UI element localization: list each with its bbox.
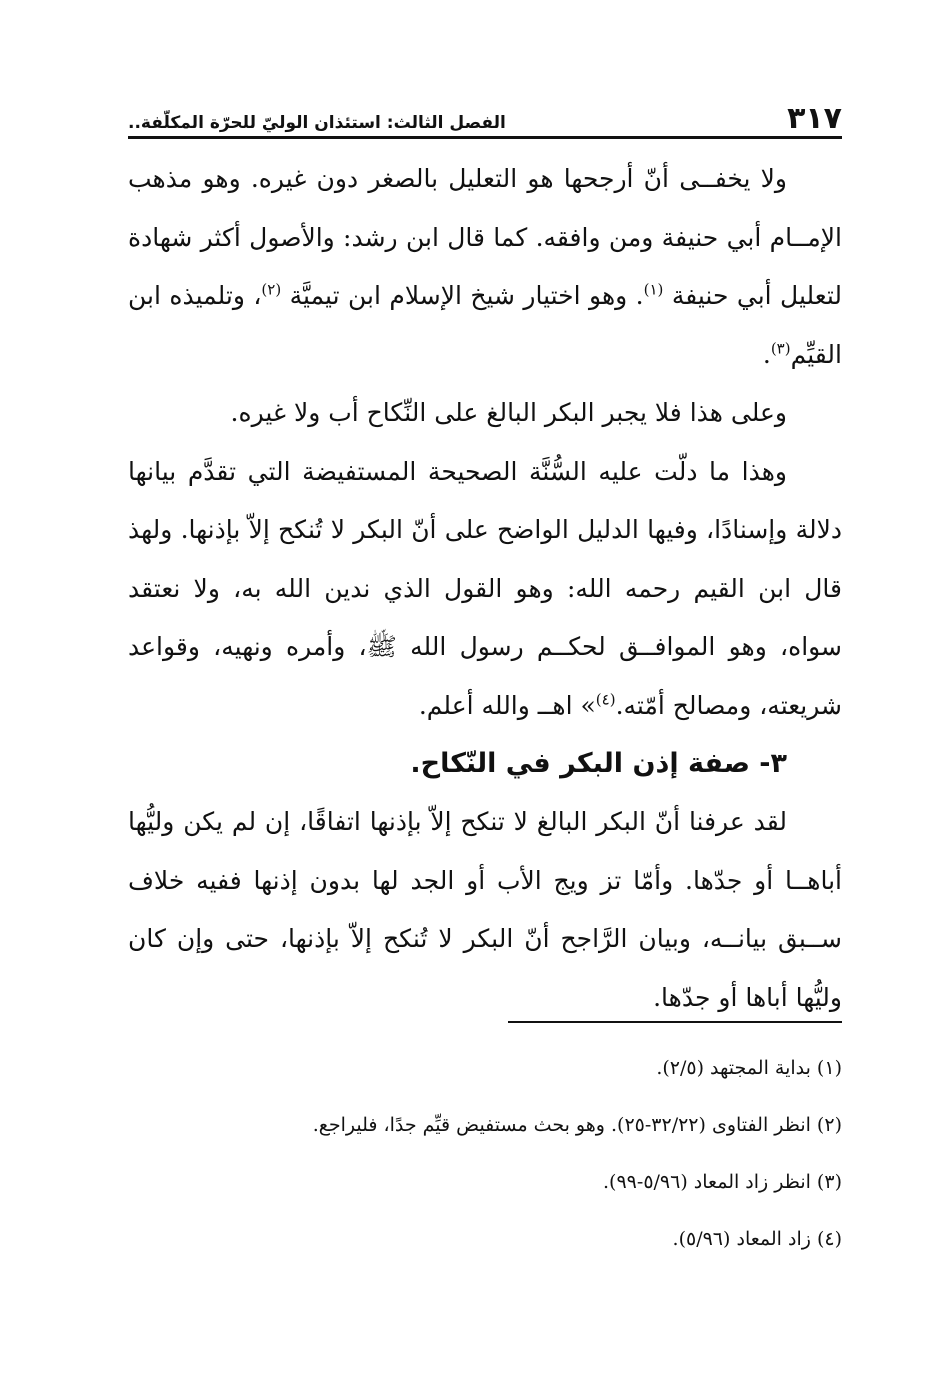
footnotes — [128, 1040, 842, 1268]
paragraph-1 — [128, 150, 842, 384]
paragraph-1-tail: ، وتلميذه ابن القيِّم — [128, 281, 842, 369]
main-text — [128, 150, 842, 1027]
footnote-1: (١) بداية المجتهد (٢/٥). — [656, 1057, 842, 1079]
footnote-4: (٤) زاد المعاد (٥/٩٦). — [672, 1228, 842, 1250]
footnote-rule — [508, 1021, 842, 1023]
paragraph-3-text: وهذا ما دلّت عليه السُّنَّة الصحيحة المستفيضة التي تقدَّم بيانها دلالة وإسنادًا، وفيها الدليل الواضح على أنّ البكر لا تُنكح إلاّ بإذنها. ولهذ قال ابن القيم رحمه الله: وهو القول الذي ندين الله به، ولا نعتقد سواه، وهو الموافــق لحكــم رسول الله ﷺ، وأمره ونهيه، وقواعد شريعته، ومصالح أمّته. — [128, 456, 842, 720]
paragraph-3-end: » اهــ والله أعلم. — [418, 690, 596, 720]
footnote-ref-3: (٣) — [770, 339, 791, 358]
paragraph-3 — [128, 443, 842, 736]
footnote-2: (٢) انظر الفتاوى (٣٢/٢٢-٢٥). وهو بحث مستفيض قيِّم جدًا، فليراجع. — [312, 1114, 842, 1136]
paragraph-1-end: . — [762, 339, 771, 369]
paragraph-1-mid: . وهو اختيار شيخ الإسلام ابن تيميَّة — [289, 281, 644, 310]
running-title: الفصل الثالث: استئذان الوليّ للحرّة المكلّفة.. — [128, 113, 506, 133]
page-number: ٣١٧ — [787, 101, 842, 136]
page-header — [128, 96, 842, 134]
footnote-ref-2: (٢) — [261, 280, 282, 299]
paragraph-2: وعلى هذا فلا يجبر البكر البالغ على النِّكاح أب ولا غيره. — [230, 398, 787, 427]
section-heading: ٣- صفة إذن البكر في النّكاح. — [410, 748, 787, 779]
paragraph-4: لقد عرفنا أنّ البكر البالغ لا تنكح إلاّ بإذنها اتفاقًا، إن لم يكن وليُّها أباهــا أو جدّها. وأمّا تز ويج الأب أو الجد لها بدون إذنها ففيه خلاف ســبق بيانــه، وبيان الرَّاجح أنّ البكر لا تُنكح إلاّ بإذنها، حتى وإن كان وليُّها أباها أو جدّها. — [128, 807, 842, 1012]
footnote-ref-4: (٤) — [595, 690, 616, 709]
paragraph-1-text: ولا يخفــى أنّ أرجحها هو التعليل بالصغر دون غيره. وهو مذهب الإمــام أبي حنيفة ومن وافقه. كما قال ابن رشد: والأصول أكثر شهادة لتعليل أبي حنيفة — [128, 164, 843, 310]
footnote-ref-1: (١) — [643, 280, 664, 299]
header-rule — [128, 136, 842, 139]
footnote-3: (٣) انظر زاد المعاد (٥/٩٦-٩٩). — [603, 1171, 842, 1193]
